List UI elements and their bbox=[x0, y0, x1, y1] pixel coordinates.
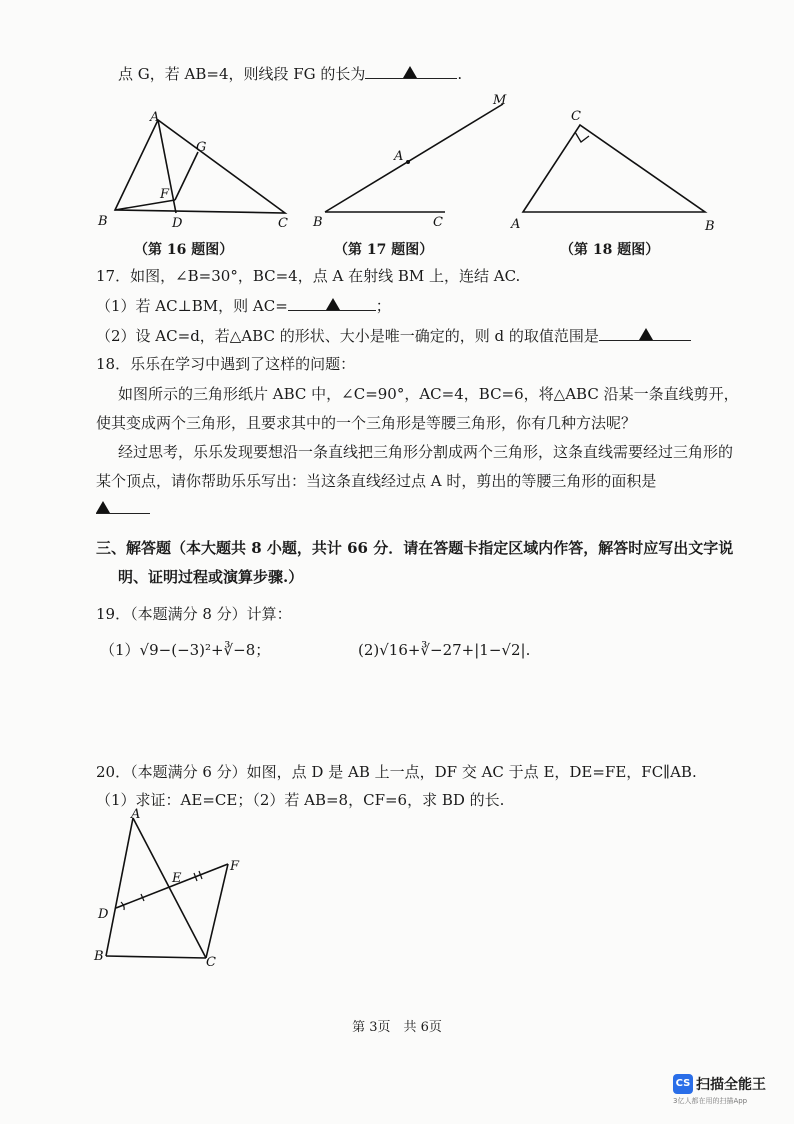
q17-part2-text: （2）设 AC=d，若△ABC 的形状、大小是唯一确定的，则 d 的取值范围是 bbox=[96, 327, 599, 345]
fig18-label-b: B bbox=[705, 219, 715, 234]
fig17-ray-bm bbox=[325, 104, 503, 212]
scanner-watermark bbox=[673, 1074, 766, 1106]
q16-tail-text: 点 G，若 AB=4，则线段 FG 的长为 bbox=[118, 65, 366, 83]
fig18-triangle-abc bbox=[523, 125, 705, 212]
q17-stem: 17．如图，∠B=30°，BC=4，点 A 在射线 BM 上，连结 AC. bbox=[96, 267, 521, 285]
q20-stem: 20．（本题满分 6 分）如图，点 D 是 AB 上一点，DF 交 AC 于点 E，DE=FE，FC∥AB. bbox=[96, 763, 697, 781]
figure-20 bbox=[88, 808, 248, 978]
section3-heading-line2: 明、证明过程或演算步骤.） bbox=[118, 568, 304, 586]
watermark-subtitle: 3亿人都在用的扫描App bbox=[673, 1097, 748, 1105]
q18-answer-line bbox=[96, 499, 150, 519]
answer-triangle-icon bbox=[326, 298, 340, 310]
fig16-label-c: C bbox=[278, 216, 288, 231]
fig16-label-g: G bbox=[196, 140, 207, 155]
fig20-label-e: E bbox=[172, 871, 182, 886]
fig17-point-a bbox=[406, 160, 410, 164]
fig18-right-angle-mark bbox=[575, 132, 589, 142]
q18-line3: 经过思考，乐乐发现要想沿一条直线把三角形分割成两个三角形，这条直线需要经过三角形的 bbox=[118, 443, 734, 461]
fig16-triangle-abc bbox=[115, 120, 285, 213]
caption-fig17: （第 17 题图） bbox=[334, 242, 434, 258]
section3-heading-line1: 三、解答题（本大题共 8 小题，共计 66 分．请在答题卡指定区域内作答，解答时应写出文字说 bbox=[96, 539, 734, 557]
fig17-label-a: A bbox=[394, 149, 404, 164]
watermark-app-name: 扫描全能王 bbox=[696, 1077, 766, 1093]
q20-parts: （1）求证：AE=CE；（2）若 AB=8，CF=6，求 BD 的长. bbox=[96, 791, 505, 809]
q16-tail-end: . bbox=[457, 65, 463, 83]
fig16-label-d: D bbox=[172, 216, 183, 231]
q19-part2: (2)√16+∛−27+|1−√2|. bbox=[358, 641, 531, 659]
fig16-label-a: A bbox=[150, 110, 160, 125]
caption-fig16: （第 16 题图） bbox=[134, 242, 234, 258]
answer-blank-q18 bbox=[96, 499, 150, 514]
answer-blank-q17-1 bbox=[288, 296, 376, 311]
caption-fig18: （第 18 题图） bbox=[560, 242, 660, 258]
fig17-label-m: M bbox=[493, 93, 507, 108]
answer-triangle-icon bbox=[639, 328, 653, 340]
q17-part1-text: （1）若 AC⊥BM，则 AC= bbox=[96, 297, 288, 315]
fig16-segment-fg bbox=[175, 152, 198, 200]
q18-stem: 18．乐乐在学习中遇到了这样的问题： bbox=[96, 355, 356, 373]
figure-18 bbox=[505, 100, 735, 235]
q18-line1: 如图所示的三角形纸片 ABC 中，∠C=90°，AC=4，BC=6，将△ABC 沿某一条直线剪开， bbox=[118, 385, 739, 403]
figure-16 bbox=[90, 105, 300, 235]
fig20-segment-ab bbox=[106, 818, 133, 956]
fig20-label-b: B bbox=[94, 949, 104, 964]
fig20-label-d: D bbox=[98, 907, 109, 922]
q16-tail-line bbox=[118, 64, 462, 84]
fig20-segment-ac bbox=[133, 818, 206, 958]
answer-triangle-icon bbox=[403, 66, 417, 78]
figure-17 bbox=[305, 92, 525, 232]
fig20-segment-fc bbox=[206, 864, 228, 958]
q17-part2 bbox=[96, 326, 691, 346]
q17-part1-end: ； bbox=[375, 297, 391, 315]
fig16-label-f: F bbox=[160, 187, 170, 202]
fig20-label-a: A bbox=[131, 808, 141, 822]
fig20-segment-bc bbox=[106, 956, 206, 958]
q18-line4: 某个顶点，请你帮助乐乐写出：当这条直线经过点 A 时，剪出的等腰三角形的面积是 bbox=[96, 472, 657, 490]
fig20-label-c: C bbox=[206, 955, 216, 970]
watermark-top bbox=[673, 1074, 766, 1094]
camscanner-logo-icon: CS bbox=[673, 1074, 693, 1094]
answer-triangle-icon bbox=[96, 501, 110, 513]
fig17-label-c: C bbox=[433, 215, 443, 230]
q19-stem: 19．（本题满分 8 分）计算： bbox=[96, 605, 292, 623]
q19-part1: （1）√9−(−3)²+∛−8； bbox=[100, 641, 271, 659]
fig17-label-b: B bbox=[313, 215, 323, 230]
answer-blank-q16 bbox=[365, 64, 457, 79]
q17-part1 bbox=[96, 296, 391, 316]
q18-line2: 使其变成两个三角形，且要求其中的一个三角形是等腰三角形，你有几种方法呢？ bbox=[96, 414, 637, 432]
fig20-label-f: F bbox=[230, 859, 240, 874]
fig16-label-b: B bbox=[98, 214, 108, 229]
page-number: 第 3页 共 6页 bbox=[352, 1020, 442, 1035]
fig18-label-c: C bbox=[571, 109, 581, 124]
answer-blank-q17-2 bbox=[599, 326, 691, 341]
fig18-label-a: A bbox=[511, 217, 521, 232]
